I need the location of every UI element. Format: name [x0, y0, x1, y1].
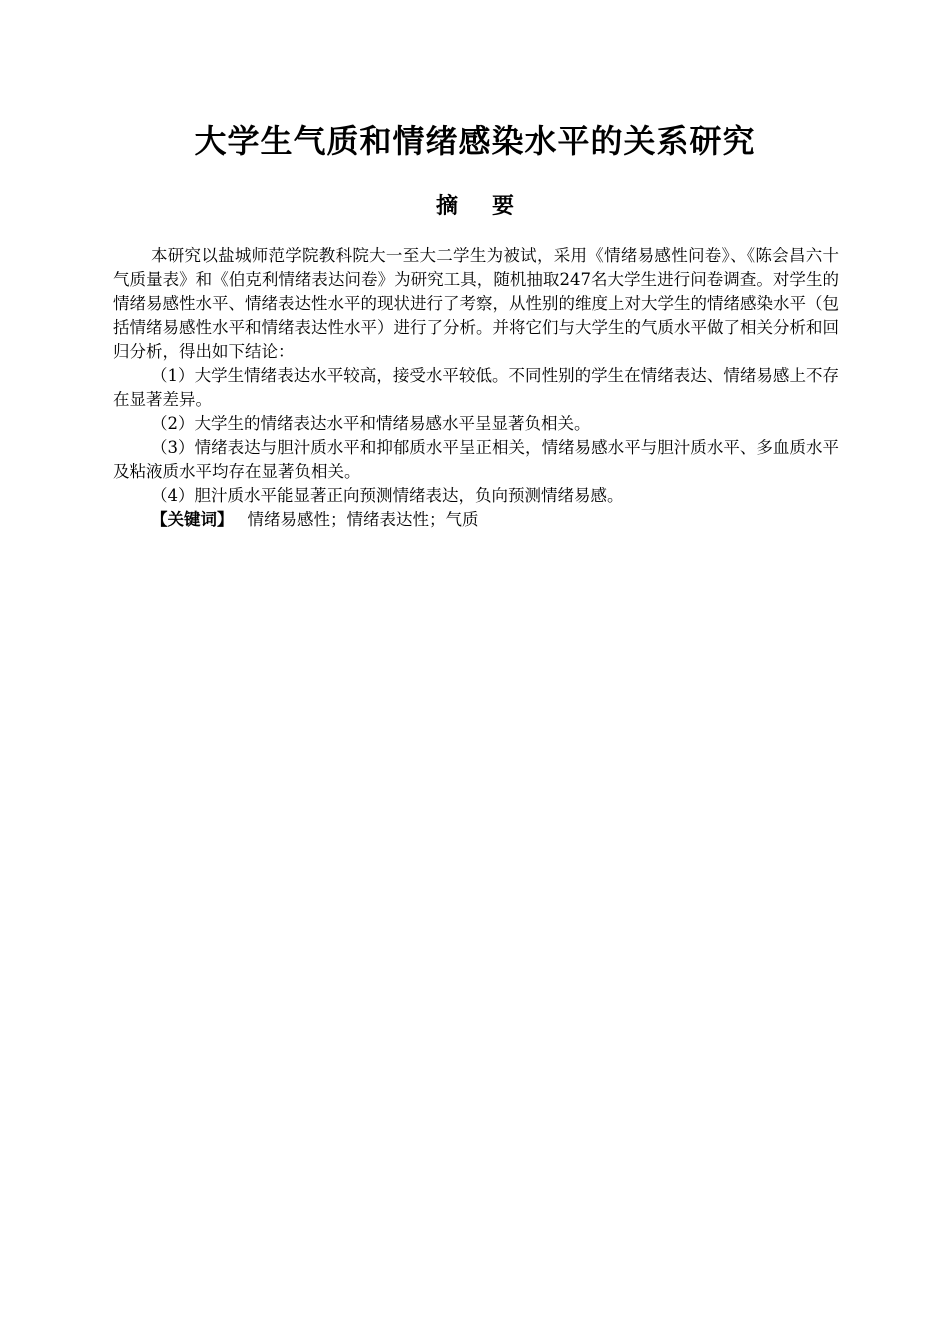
- keywords-line: [113, 508, 839, 532]
- keywords-label: 【关键词】: [151, 510, 234, 529]
- keywords-text: 情绪易感性；情绪表达性；气质: [247, 510, 479, 529]
- abstract-body: [113, 244, 839, 532]
- abstract-heading: 摘要: [435, 194, 548, 219]
- abstract-intro-paragraph: 本研究以盐城师范学院教科院大一至大二学生为被试，采用《情绪易感性问卷》、《陈会昌六十气质量表》和《伯克利情绪表达问卷》为研究工具，随机抽取247名大学生进行问卷调查。对学生的情绪易感性水平、情绪表达性水平的现状进行了考察，从性别的维度上对大学生的情绪感染水平（包括情绪易感性水平和情绪表达性水平）进行了分析。并将它们与大学生的气质水平做了相关分析和回归分析，得出如下结论：: [113, 246, 839, 361]
- conclusion-item-4: （4）胆汁质水平能显著正向预测情绪表达，负向预测情绪易感。: [151, 486, 624, 505]
- document-title: 大学生气质和情绪感染水平的关系研究: [194, 122, 756, 160]
- conclusion-item-2: （2）大学生的情绪表达水平和情绪易感水平呈显著负相关。: [151, 414, 591, 433]
- conclusion-item-1: （1）大学生情绪表达水平较高，接受水平较低。不同性别的学生在情绪表达、情绪易感上不存在显著差异。: [113, 366, 839, 409]
- conclusion-item-3: （3）情绪表达与胆汁质水平和抑郁质水平呈正相关，情绪易感水平与胆汁质水平、多血质水平及粘液质水平均存在显著负相关。: [113, 438, 839, 481]
